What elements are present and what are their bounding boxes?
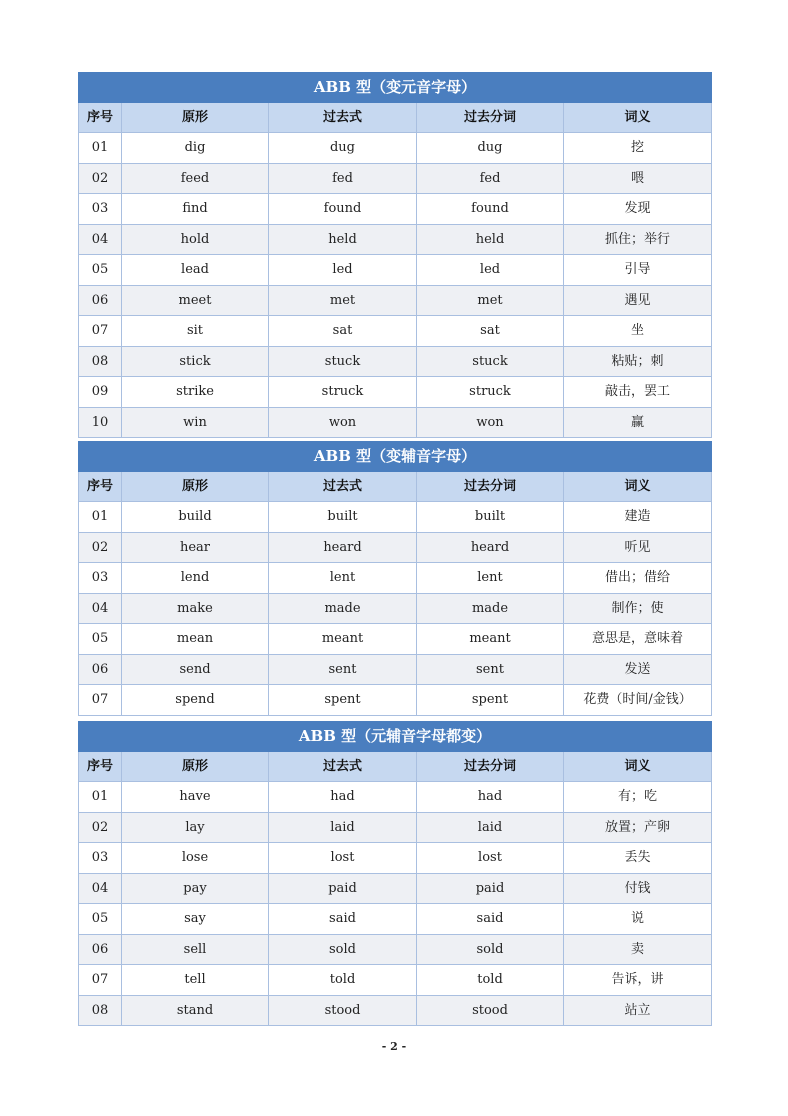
cell-past: led: [269, 255, 417, 286]
verb-table-3: [78, 721, 712, 1026]
cell-no: 02: [79, 163, 122, 194]
cell-no: 01: [79, 782, 122, 813]
cell-base: find: [122, 194, 269, 225]
table-title: ABB 型（变元音字母）: [79, 73, 712, 103]
cell-base: feed: [122, 163, 269, 194]
cell-participle: meant: [417, 624, 564, 655]
cell-base: win: [122, 407, 269, 438]
cell-no: 06: [79, 654, 122, 685]
verb-table-1: [78, 72, 712, 438]
cell-past: meant: [269, 624, 417, 655]
table-row: [79, 593, 712, 624]
cell-meaning: 引导: [564, 255, 712, 286]
table-row: [79, 904, 712, 935]
cell-no: 09: [79, 377, 122, 408]
cell-base: sit: [122, 316, 269, 347]
cell-base: stand: [122, 995, 269, 1026]
cell-past: found: [269, 194, 417, 225]
column-header-participle: 过去分词: [417, 103, 564, 133]
cell-meaning: 意思是，意味着: [564, 624, 712, 655]
table-row: [79, 563, 712, 594]
cell-base: hear: [122, 532, 269, 563]
cell-participle: sold: [417, 934, 564, 965]
cell-past: stood: [269, 995, 417, 1026]
cell-participle: sent: [417, 654, 564, 685]
column-header-base: 原形: [122, 752, 269, 782]
table-row: [79, 843, 712, 874]
cell-participle: lent: [417, 563, 564, 594]
table-row: [79, 654, 712, 685]
table-row: [79, 407, 712, 438]
cell-participle: stood: [417, 995, 564, 1026]
cell-base: lose: [122, 843, 269, 874]
cell-no: 03: [79, 843, 122, 874]
table-title: ABB 型（变辅音字母）: [79, 442, 712, 472]
column-header-past: 过去式: [269, 752, 417, 782]
cell-participle: spent: [417, 685, 564, 716]
cell-participle: led: [417, 255, 564, 286]
cell-past: sent: [269, 654, 417, 685]
table-row: [79, 224, 712, 255]
cell-past: spent: [269, 685, 417, 716]
cell-participle: lost: [417, 843, 564, 874]
cell-no: 07: [79, 685, 122, 716]
cell-base: send: [122, 654, 269, 685]
cell-participle: paid: [417, 873, 564, 904]
column-header-participle: 过去分词: [417, 752, 564, 782]
table-row: [79, 377, 712, 408]
cell-base: dig: [122, 133, 269, 164]
column-header-meaning: 词义: [564, 472, 712, 502]
cell-no: 08: [79, 995, 122, 1026]
table-row: [79, 316, 712, 347]
cell-participle: held: [417, 224, 564, 255]
cell-base: lead: [122, 255, 269, 286]
cell-past: made: [269, 593, 417, 624]
table-row: [79, 782, 712, 813]
column-header-base: 原形: [122, 472, 269, 502]
cell-past: sat: [269, 316, 417, 347]
column-header-meaning: 词义: [564, 103, 712, 133]
cell-no: 03: [79, 563, 122, 594]
cell-meaning: 发现: [564, 194, 712, 225]
cell-base: spend: [122, 685, 269, 716]
cell-past: met: [269, 285, 417, 316]
verb-table-2: [78, 441, 712, 716]
cell-no: 06: [79, 934, 122, 965]
cell-past: had: [269, 782, 417, 813]
table-row: [79, 194, 712, 225]
cell-participle: made: [417, 593, 564, 624]
cell-base: tell: [122, 965, 269, 996]
table-row: [79, 163, 712, 194]
cell-participle: heard: [417, 532, 564, 563]
cell-base: mean: [122, 624, 269, 655]
cell-base: sell: [122, 934, 269, 965]
cell-meaning: 发送: [564, 654, 712, 685]
column-header-no: 序号: [79, 752, 122, 782]
cell-participle: laid: [417, 812, 564, 843]
column-header-past: 过去式: [269, 103, 417, 133]
cell-participle: met: [417, 285, 564, 316]
cell-past: sold: [269, 934, 417, 965]
cell-past: lost: [269, 843, 417, 874]
cell-meaning: 卖: [564, 934, 712, 965]
cell-base: lay: [122, 812, 269, 843]
table-row: [79, 934, 712, 965]
table-title: ABB 型（元辅音字母都变）: [79, 722, 712, 752]
table-row: [79, 255, 712, 286]
column-header-no: 序号: [79, 472, 122, 502]
cell-past: fed: [269, 163, 417, 194]
cell-meaning: 建造: [564, 502, 712, 533]
cell-past: said: [269, 904, 417, 935]
cell-participle: stuck: [417, 346, 564, 377]
cell-past: built: [269, 502, 417, 533]
table-row: [79, 685, 712, 716]
table-row: [79, 812, 712, 843]
cell-past: won: [269, 407, 417, 438]
cell-meaning: 喂: [564, 163, 712, 194]
cell-no: 07: [79, 965, 122, 996]
column-header-no: 序号: [79, 103, 122, 133]
table-row: [79, 346, 712, 377]
cell-meaning: 放置；产卵: [564, 812, 712, 843]
cell-participle: sat: [417, 316, 564, 347]
cell-participle: dug: [417, 133, 564, 164]
cell-no: 05: [79, 255, 122, 286]
cell-base: have: [122, 782, 269, 813]
cell-past: paid: [269, 873, 417, 904]
column-header-meaning: 词义: [564, 752, 712, 782]
cell-participle: had: [417, 782, 564, 813]
cell-meaning: 遇见: [564, 285, 712, 316]
cell-meaning: 听见: [564, 532, 712, 563]
cell-participle: found: [417, 194, 564, 225]
cell-meaning: 借出；借给: [564, 563, 712, 594]
cell-past: laid: [269, 812, 417, 843]
table-row: [79, 624, 712, 655]
cell-past: lent: [269, 563, 417, 594]
table-row: [79, 133, 712, 164]
cell-past: held: [269, 224, 417, 255]
table-row: [79, 995, 712, 1026]
cell-meaning: 制作；使: [564, 593, 712, 624]
cell-no: 07: [79, 316, 122, 347]
cell-meaning: 抓住；举行: [564, 224, 712, 255]
cell-past: stuck: [269, 346, 417, 377]
cell-base: stick: [122, 346, 269, 377]
cell-meaning: 挖: [564, 133, 712, 164]
table-row: [79, 873, 712, 904]
cell-no: 01: [79, 133, 122, 164]
cell-base: hold: [122, 224, 269, 255]
cell-base: build: [122, 502, 269, 533]
cell-participle: built: [417, 502, 564, 533]
cell-meaning: 花费（时间/金钱）: [564, 685, 712, 716]
column-header-base: 原形: [122, 103, 269, 133]
cell-meaning: 说: [564, 904, 712, 935]
cell-meaning: 付钱: [564, 873, 712, 904]
cell-no: 01: [79, 502, 122, 533]
cell-base: say: [122, 904, 269, 935]
table-row: [79, 502, 712, 533]
cell-no: 03: [79, 194, 122, 225]
cell-no: 04: [79, 873, 122, 904]
cell-base: make: [122, 593, 269, 624]
cell-base: pay: [122, 873, 269, 904]
cell-meaning: 粘贴；刺: [564, 346, 712, 377]
cell-participle: struck: [417, 377, 564, 408]
cell-no: 04: [79, 593, 122, 624]
cell-meaning: 站立: [564, 995, 712, 1026]
cell-base: meet: [122, 285, 269, 316]
table-row: [79, 285, 712, 316]
page-number: - 2 -: [381, 1040, 407, 1053]
cell-meaning: 赢: [564, 407, 712, 438]
cell-no: 02: [79, 532, 122, 563]
cell-past: heard: [269, 532, 417, 563]
cell-no: 10: [79, 407, 122, 438]
cell-past: dug: [269, 133, 417, 164]
cell-meaning: 坐: [564, 316, 712, 347]
cell-no: 05: [79, 904, 122, 935]
cell-base: lend: [122, 563, 269, 594]
cell-no: 05: [79, 624, 122, 655]
column-header-past: 过去式: [269, 472, 417, 502]
cell-no: 02: [79, 812, 122, 843]
cell-past: struck: [269, 377, 417, 408]
cell-participle: fed: [417, 163, 564, 194]
cell-meaning: 敲击，罢工: [564, 377, 712, 408]
cell-participle: won: [417, 407, 564, 438]
cell-participle: said: [417, 904, 564, 935]
cell-base: strike: [122, 377, 269, 408]
cell-no: 04: [79, 224, 122, 255]
cell-meaning: 有；吃: [564, 782, 712, 813]
cell-no: 08: [79, 346, 122, 377]
cell-meaning: 告诉，讲: [564, 965, 712, 996]
cell-participle: told: [417, 965, 564, 996]
table-row: [79, 532, 712, 563]
table-row: [79, 965, 712, 996]
cell-no: 06: [79, 285, 122, 316]
cell-meaning: 丢失: [564, 843, 712, 874]
cell-past: told: [269, 965, 417, 996]
column-header-participle: 过去分词: [417, 472, 564, 502]
